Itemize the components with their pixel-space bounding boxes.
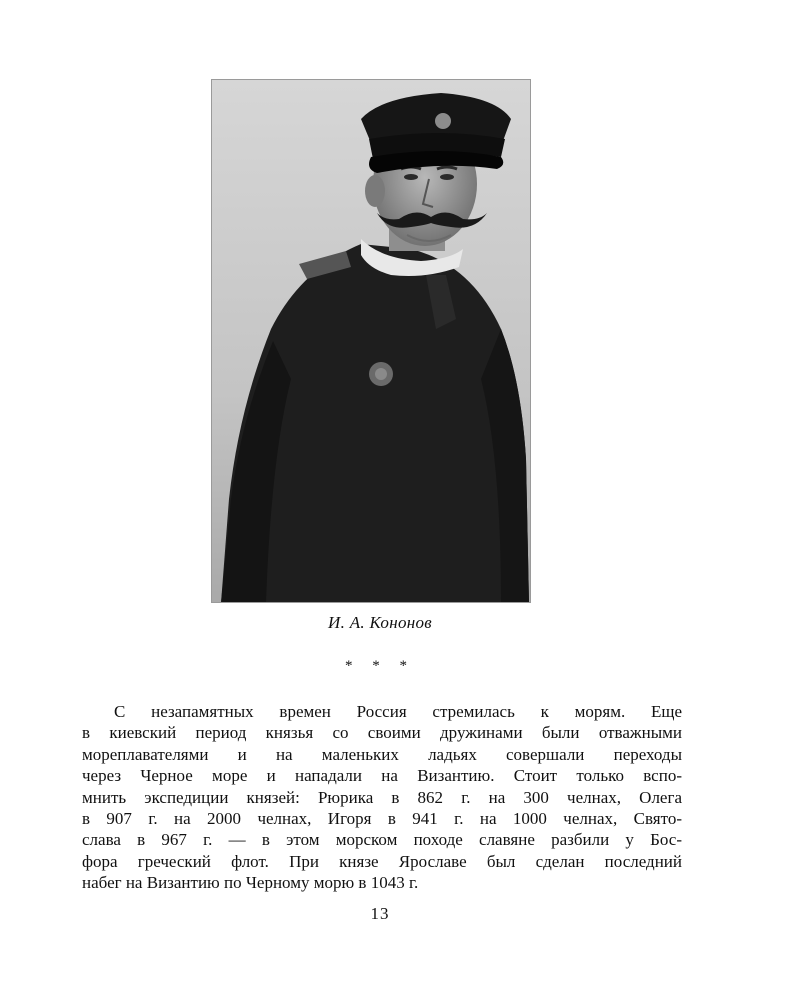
paragraph-line: в киевский период князья со своими дружинами были отважными xyxy=(82,723,682,743)
paragraph-line: мнить экспедиции князей: Рюрика в 862 г. на 300 челнах, Олега xyxy=(82,787,682,807)
body-paragraph xyxy=(82,701,682,894)
portrait-photo-image xyxy=(211,79,531,603)
section-separator: * * * xyxy=(345,658,415,674)
paragraph-line: С незапамятных времен Россия стремилась к морям. Еще xyxy=(114,702,682,721)
paragraph-line: фора греческий флот. При князе Ярославе был сделан последний xyxy=(82,851,682,871)
paragraph-line: в 907 г. на 2000 челнах, Игоря в 941 г. на 1000 челнах, Свято- xyxy=(82,808,682,828)
photo-caption: И. А. Кононов xyxy=(328,613,432,632)
paragraph-line: мореплавателями и на маленьких ладьях совершали переходы xyxy=(82,744,682,764)
portrait-photo xyxy=(211,79,531,603)
paragraph-line: слава в 967 г. — в этом морском походе славяне разбили у Бос- xyxy=(82,830,682,850)
paragraph-line: через Черное море и нападали на Византию. Стоит только вспо- xyxy=(82,766,682,786)
page-number: 13 xyxy=(370,904,390,923)
paragraph-line: набег на Византию по Черному морю в 1043 г. xyxy=(82,873,419,893)
